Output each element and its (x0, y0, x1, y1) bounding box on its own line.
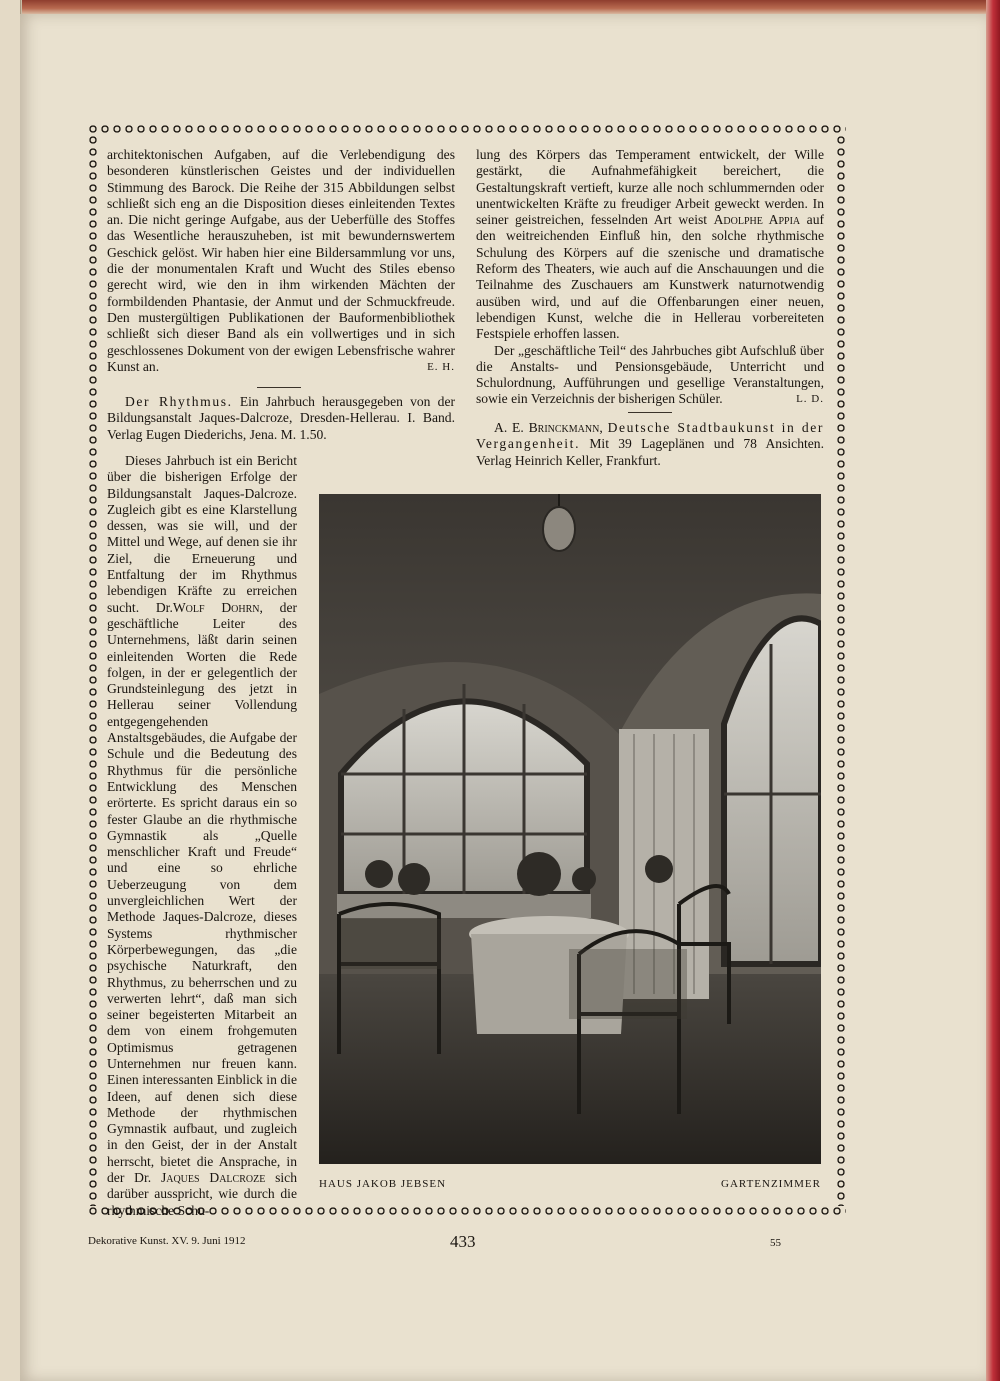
rhythmus-body (107, 453, 297, 1219)
left-column-review-end (107, 147, 455, 375)
person-name: Wolf Dohrn (172, 599, 260, 615)
book-cover-right-edge (986, 0, 1000, 1381)
caption-left: HAUS JAKOB JEBSEN (319, 1178, 447, 1190)
review-initials: E. H. (427, 360, 455, 373)
border-top (88, 124, 846, 134)
footer-sheet-number: 55 (770, 1237, 781, 1249)
right-paragraph-2: Der „geschäftliche Teil“ des Jahrbuches gibt Aufschluß über die Anstalts- und Pensionsgebäude, Unterricht und Schulordnung, Aufführungen und gesellige Veranstaltungen, sowie ein Verzeichnis der bisherigen Schüler. L. D. (476, 342, 824, 407)
rhythmus-intro: Der Rhythmus. Ein Jahrbuch herausgegeben von der Bildungsanstalt Jaques-Dalcroze, Dresden-Hellerau. I. Band. Verlag Eugen Diederichs, Jena. M. 1.50. (107, 394, 456, 442)
review-initials: L. D. (796, 393, 824, 406)
right-paragraph-1: lung des Körpers das Temperament entwickelt, der Wille gestärkt, die Aufnahmefähigkeit bereichert, die Gestaltungskraft vertieft, kurze alle noch schlummernden oder unentwickelten Kräfte zu freudiger Arbeit geweckt werden. In seiner geistreichen, fesselnden Art weist Adolphe Appia auf den weitreichenden Einfluß hin, den solche rhythmische Schulung des Körpers auf die szenische und dramatische Reform des Theaters, wie auch auf die Anschauungen und die Teilnahme des Zuschauers am Kunstwerk naturnotwendig ausüben wird, und auf die Offenbarungen einer neuen, lebendigen Kunst, welche die in Hellerau vorbereiteten Festspiele erhoffen lassen. (476, 147, 825, 342)
footer-journal: Dekorative Kunst. XV. 9. Juni 1912 (88, 1235, 246, 1247)
review-paragraph: architektonischen Aufgaben, auf die Verlebendigung des besonderen künstlerischen Geistes und der individuellen Stimmung des Barock. Die Reihe der 315 Abbildungen selbst schließt sich eng an die Disposition dieses einleitenden Textes an. Die nicht geringe Aufgabe, aus der Ueberfülle des Stoffes das Wesentliche herauszuheben, ist mit bewundernswertem Geschick gelöst. Wir haben hier eine Bildersammlung vor uns, die der monumentalen Kraft und Wucht des Stiles ebenso gerecht wird, wie den in ihm wirkenden Mächten der formbildenden Phantasie, der Anmut und der Schmuckfreude. Den mustergültigen Publikationen der Bauformenbibliothek schließt sich dieser Band als ein vollwertiges und in sich geschlossenes Dokument von der ewigen Lebensfrische wahrer Kunst an. E. H. (107, 147, 455, 374)
book-cover-top-edge (22, 0, 1000, 14)
person-name: Adolphe Appia (713, 212, 801, 228)
border-right (836, 134, 846, 1206)
brinckmann-review (476, 420, 824, 469)
person-name: Jaques Dalcroze (160, 1170, 266, 1186)
separator-rule (628, 412, 672, 413)
page-number: 433 (450, 1232, 476, 1251)
rhythmus-review-header (107, 394, 455, 443)
right-column (476, 147, 824, 408)
separator-rule (257, 387, 301, 388)
photo-illustration (319, 494, 821, 1164)
previous-page-edge (0, 0, 21, 1381)
caption-right: GARTENZIMMER (721, 1178, 821, 1190)
brinckmann-paragraph: A. E. Brinckmann, Deutsche Stadtbaukunst in der Vergangenheit. Mit 39 Lageplänen und 78 Ansichten. Verlag Heinrich Keller, Frankfurt. (476, 420, 824, 468)
border-left (88, 134, 98, 1206)
garden-room-photograph (319, 494, 821, 1164)
rhythmus-paragraph: Dieses Jahrbuch ist ein Bericht über die bisherigen Erfolge der Bildungsanstalt Jaques-Dalcroze. Zugleich gibt es eine Klarstellung dessen, was sie will, und der Mittel und Wege, auf denen sie ihr Ziel, die Erneuerung und Entfaltung der im Rhythmus lebendigen Kräfte zu erreichen sucht. Dr.Wolf Dohrn, der geschäftliche Leiter des Unternehmens, läßt darin seinen einleitenden Worten die Rede folgen, in der er gelegentlich der Grundsteinlegung des jetzt in Hellerau seiner Vollendung entgegengehenden Anstaltsgebäudes, die Aufgabe der Schule und die Bedeutung des Rhythmus für die persönliche Entwicklung des Menschen erörterte. Es spricht daraus ein so fester Glaube an die rhythmische Gymnastik als „Quelle menschlicher Kraft und Freude“ und eine so ehrliche Ueberzeugung von dem unvergleichlichen Wert der Methode Jaques-Dalcroze, dieses Systems rhythmischer Körperbewegungen, das „die psychische Naturkraft, den Rhythmus, zu beherrschen und zu verwerten lehrt“, daß man sich seiner begeisterten Mitarbeit an dem von einem frohgemuten Optimismus getragenen Unternehmen nur freuen kann. Einen interessanten Einblick in die Ideen, auf denen sich diese Methode der rhythmischen Gymnastik aufbaut, und zugleich in den Geist, der in der Anstalt herrscht, bietet die Ansprache, in der Dr. Jaques Dalcroze sich darüber ausspricht, wie durch die rhythmische Schu- (107, 453, 297, 1218)
